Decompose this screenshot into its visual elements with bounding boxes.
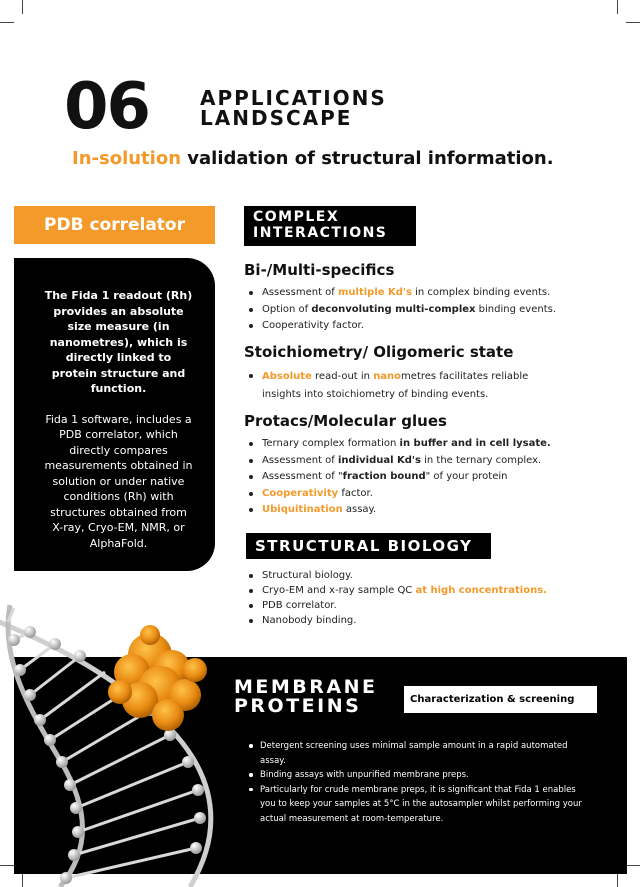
list-item: Binding assays with unpurified membrane preps. — [247, 768, 587, 783]
item-text: Cryo-EM and x-ray sample QC — [262, 585, 416, 596]
section-number: 06 — [64, 70, 150, 144]
item-bold: in buffer and in cell lysate. — [399, 438, 551, 449]
item-text: " of your protein — [425, 471, 508, 482]
list-item — [246, 583, 586, 598]
item-highlight: nano — [373, 371, 402, 382]
complex-interactions-heading — [244, 206, 416, 246]
item-text: Assessment of — [262, 287, 338, 298]
list-item — [246, 436, 566, 453]
crop-mark — [0, 22, 14, 23]
list-item — [246, 285, 566, 302]
list-item: Particularly for crude membrane preps, it is significant that Fida 1 enables you to keep your samples at 5°C in the autosampler whilst performing your actual measurement at room-temperature. — [247, 783, 587, 827]
item-text: in complex binding events. — [411, 287, 551, 298]
complex-heading-line2: INTERACTIONS — [253, 225, 388, 241]
item-text: Ternary complex formation — [262, 438, 400, 449]
list-item — [246, 368, 546, 403]
membrane-proteins-heading — [234, 678, 378, 716]
structural-biology-heading: STRUCTURAL BIOLOGY — [246, 533, 491, 559]
section-title — [200, 88, 387, 128]
item-bold: individual Kd's — [337, 454, 421, 466]
pdb-correlator-card — [14, 258, 215, 571]
bi-multi-heading: Bi-/Multi-specifics — [244, 261, 395, 279]
membrane-proteins-list — [247, 739, 587, 826]
list-item — [246, 469, 566, 486]
item-highlight: Cooperativity — [262, 487, 339, 499]
stoichiometry-heading: Stoichiometry/ Oligomeric state — [244, 343, 514, 361]
item-text: Assessment of — [262, 454, 338, 466]
pdb-correlator-label: PDB correlator — [14, 206, 215, 244]
list-item: Detergent screening uses minimal sample amount in a rapid automated assay. — [247, 739, 587, 768]
card-paragraph-2: Fida 1 software, includes a PDB correlator, which directly compares measurements obtained in solution or under native conditions (Rh) with structures obtained from X-ray, Cryo-EM, NMR, or AlphaFold. — [44, 412, 193, 550]
list-item — [246, 502, 566, 519]
list-item: PDB correlator. — [246, 598, 586, 613]
list-item: Nanobody binding. — [246, 613, 586, 628]
item-text: metres facilitates reliable insights into stoichiometry of binding events. — [262, 371, 529, 400]
item-highlight: at high concentrations. — [415, 585, 547, 596]
bi-multi-list — [246, 285, 566, 335]
item-text: factor. — [338, 487, 373, 499]
item-text: in the ternary complex. — [420, 454, 542, 466]
crop-mark — [22, 0, 23, 14]
item-highlight: multiple Kd's — [337, 287, 412, 298]
item-highlight: Absolute — [262, 371, 312, 382]
item-text: binding events. — [475, 303, 557, 315]
list-item: Structural biology. — [246, 568, 586, 583]
section-title-line2: LANDSCAPE — [200, 106, 353, 130]
subtitle-text: validation of structural information. — [181, 148, 554, 169]
list-item — [246, 486, 566, 503]
crop-mark — [617, 873, 618, 887]
item-text: assay. — [342, 504, 377, 515]
card-paragraph-1: The Fida 1 readout (Rh) provides an absolute size measure (in nanometres), which is directly linked to protein structure and function. — [44, 289, 193, 395]
characterization-tag: Characterization & screening — [404, 686, 597, 713]
list-item — [246, 302, 566, 319]
item-text: Assessment of " — [262, 471, 343, 482]
subtitle-highlight: In-solution — [72, 148, 182, 169]
crop-mark — [626, 22, 640, 23]
item-bold: fraction bound — [342, 471, 426, 482]
membrane-heading-line2: PROTEINS — [234, 695, 362, 717]
dna-helix-illustration — [0, 600, 230, 887]
list-item: Cooperativity factor. — [246, 318, 566, 335]
structural-biology-list — [246, 568, 586, 628]
list-item — [246, 453, 566, 470]
page-subtitle — [72, 148, 554, 169]
item-text: Option of — [262, 303, 312, 315]
protacs-list — [246, 436, 566, 519]
crop-mark — [617, 0, 618, 14]
membrane-heading-line1: MEMBRANE — [234, 676, 378, 698]
stoichiometry-list — [246, 368, 546, 403]
item-highlight: Ubiquitination — [262, 504, 343, 515]
complex-heading-line1: COMPLEX — [253, 209, 340, 225]
section-title-line1: APPLICATIONS — [200, 86, 387, 110]
crop-mark — [626, 865, 640, 866]
item-bold: deconvoluting multi-complex — [311, 303, 476, 315]
protacs-heading: Protacs/Molecular glues — [244, 412, 447, 430]
item-text: read-out in — [311, 371, 374, 382]
